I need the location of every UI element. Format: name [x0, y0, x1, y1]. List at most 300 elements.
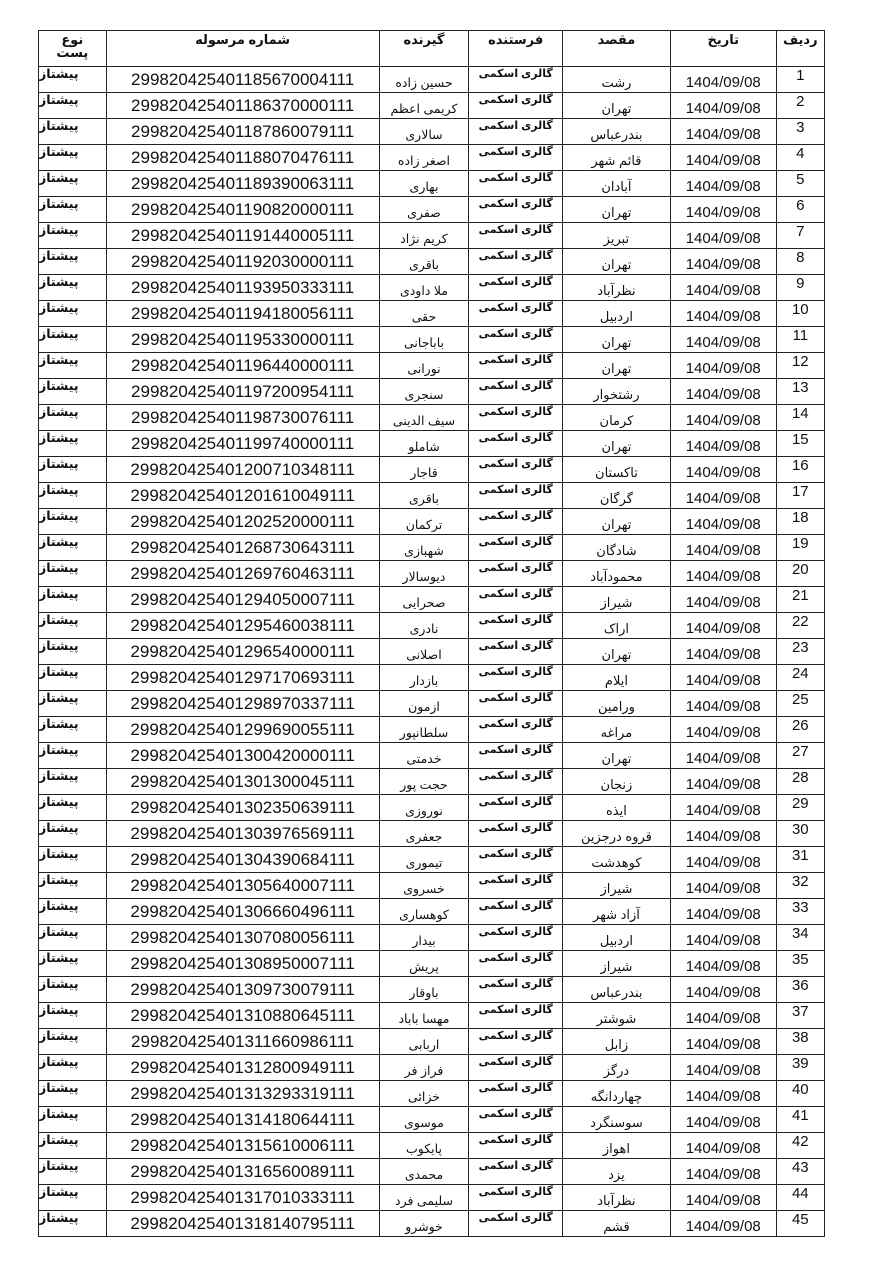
recipient-cell: نادری: [379, 613, 469, 639]
tracking-number-cell: 299820425401305640007111: [106, 873, 379, 899]
tracking-number-cell: 299820425401296540000111: [106, 639, 379, 665]
post-type-cell: پیشتاز: [39, 743, 107, 769]
row-number-cell: 32: [776, 873, 824, 899]
table-row: [39, 769, 825, 795]
sender-cell: گالری اسکمی: [469, 925, 563, 951]
table-row: [39, 899, 825, 925]
tracking-number-cell: 299820425401314180644111: [106, 1107, 379, 1133]
post-type-cell: پیشتاز: [39, 847, 107, 873]
header-recipient: گیرنده: [379, 31, 469, 67]
row-number-cell: 44: [776, 1185, 824, 1211]
post-type-cell: پیشتاز: [39, 509, 107, 535]
recipient-cell: فراز فر: [379, 1055, 469, 1081]
sender-cell: گالری اسکمی: [469, 119, 563, 145]
row-number-cell: 40: [776, 1081, 824, 1107]
recipient-cell: صحرایی: [379, 587, 469, 613]
recipient-cell: تیموری: [379, 847, 469, 873]
table-row: [39, 1003, 825, 1029]
recipient-cell: سلیمی فرد: [379, 1185, 469, 1211]
table-row: [39, 1133, 825, 1159]
sender-cell: گالری اسکمی: [469, 821, 563, 847]
sender-cell: گالری اسکمی: [469, 327, 563, 353]
destination-cell: رشت: [563, 67, 671, 93]
row-number-cell: 29: [776, 795, 824, 821]
recipient-cell: دیوسالار: [379, 561, 469, 587]
row-number-cell: 38: [776, 1029, 824, 1055]
sender-cell: گالری اسکمی: [469, 691, 563, 717]
destination-cell: تهران: [563, 431, 671, 457]
sender-cell: گالری اسکمی: [469, 1003, 563, 1029]
destination-cell: سوسنگرد: [563, 1107, 671, 1133]
table-row: [39, 249, 825, 275]
tracking-number-cell: 299820425401268730643111: [106, 535, 379, 561]
post-type-cell: پیشتاز: [39, 431, 107, 457]
row-number-cell: 23: [776, 639, 824, 665]
destination-cell: نظرآباد: [563, 275, 671, 301]
row-number-cell: 31: [776, 847, 824, 873]
destination-cell: بندرعباس: [563, 119, 671, 145]
tracking-number-cell: 299820425401316560089111: [106, 1159, 379, 1185]
row-number-cell: 45: [776, 1211, 824, 1237]
destination-cell: نظرآباد: [563, 1185, 671, 1211]
table-row: [39, 197, 825, 223]
row-number-cell: 20: [776, 561, 824, 587]
destination-cell: یزد: [563, 1159, 671, 1185]
tracking-number-cell: 299820425401311660986111: [106, 1029, 379, 1055]
sender-cell: گالری اسکمی: [469, 743, 563, 769]
row-number-cell: 19: [776, 535, 824, 561]
date-cell: 1404/09/08: [670, 1081, 776, 1107]
post-type-cell: پیشتاز: [39, 769, 107, 795]
table-row: [39, 951, 825, 977]
table-row: [39, 223, 825, 249]
table-row: [39, 795, 825, 821]
destination-cell: اردبیل: [563, 925, 671, 951]
date-cell: 1404/09/08: [670, 795, 776, 821]
table-row: [39, 977, 825, 1003]
post-type-cell: پیشتاز: [39, 275, 107, 301]
tracking-number-cell: 299820425401198730076111: [106, 405, 379, 431]
tracking-number-cell: 299820425401310880645111: [106, 1003, 379, 1029]
header-post-type-line2: پست: [56, 45, 89, 60]
date-cell: 1404/09/08: [670, 1159, 776, 1185]
recipient-cell: اصلانی: [379, 639, 469, 665]
sender-cell: گالری اسکمی: [469, 249, 563, 275]
destination-cell: تهران: [563, 327, 671, 353]
header-post-type-line1: نوع: [61, 32, 84, 47]
recipient-cell: نورانی: [379, 353, 469, 379]
tracking-number-cell: 299820425401197200954111: [106, 379, 379, 405]
row-number-cell: 5: [776, 171, 824, 197]
destination-cell: چهاردانگه: [563, 1081, 671, 1107]
sender-cell: گالری اسکمی: [469, 1211, 563, 1237]
sender-cell: گالری اسکمی: [469, 223, 563, 249]
date-cell: 1404/09/08: [670, 431, 776, 457]
post-type-cell: پیشتاز: [39, 691, 107, 717]
row-number-cell: 43: [776, 1159, 824, 1185]
post-type-cell: پیشتاز: [39, 717, 107, 743]
post-type-cell: پیشتاز: [39, 561, 107, 587]
recipient-cell: خزائی: [379, 1081, 469, 1107]
sender-cell: گالری اسکمی: [469, 535, 563, 561]
row-number-cell: 26: [776, 717, 824, 743]
post-type-cell: پیشتاز: [39, 93, 107, 119]
destination-cell: تهران: [563, 249, 671, 275]
row-number-cell: 36: [776, 977, 824, 1003]
sender-cell: گالری اسکمی: [469, 301, 563, 327]
tracking-number-cell: 299820425401196440000111: [106, 353, 379, 379]
tracking-number-cell: 299820425401191440005111: [106, 223, 379, 249]
date-cell: 1404/09/08: [670, 249, 776, 275]
sender-cell: گالری اسکمی: [469, 379, 563, 405]
destination-cell: قائم شهر: [563, 145, 671, 171]
date-cell: 1404/09/08: [670, 691, 776, 717]
sender-cell: گالری اسکمی: [469, 977, 563, 1003]
header-row: [39, 31, 825, 67]
tracking-number-cell: 299820425401201610049111: [106, 483, 379, 509]
post-type-cell: پیشتاز: [39, 821, 107, 847]
date-cell: 1404/09/08: [670, 951, 776, 977]
sender-cell: گالری اسکمی: [469, 561, 563, 587]
table-row: [39, 587, 825, 613]
destination-cell: شیراز: [563, 951, 671, 977]
table-row: [39, 171, 825, 197]
post-type-cell: پیشتاز: [39, 873, 107, 899]
sender-cell: گالری اسکمی: [469, 769, 563, 795]
date-cell: 1404/09/08: [670, 145, 776, 171]
sender-cell: گالری اسکمی: [469, 67, 563, 93]
post-type-cell: پیشتاز: [39, 379, 107, 405]
table-row: [39, 1159, 825, 1185]
date-cell: 1404/09/08: [670, 613, 776, 639]
table-row: [39, 67, 825, 93]
row-number-cell: 24: [776, 665, 824, 691]
sender-cell: گالری اسکمی: [469, 457, 563, 483]
sender-cell: گالری اسکمی: [469, 1133, 563, 1159]
table-header: [39, 31, 825, 67]
destination-cell: اهواز: [563, 1133, 671, 1159]
row-number-cell: 41: [776, 1107, 824, 1133]
recipient-cell: حجت پور: [379, 769, 469, 795]
date-cell: 1404/09/08: [670, 561, 776, 587]
post-type-cell: پیشتاز: [39, 197, 107, 223]
sender-cell: گالری اسکمی: [469, 899, 563, 925]
tracking-number-cell: 299820425401300420000111: [106, 743, 379, 769]
post-type-cell: پیشتاز: [39, 1185, 107, 1211]
row-number-cell: 17: [776, 483, 824, 509]
date-cell: 1404/09/08: [670, 1185, 776, 1211]
destination-cell: اراک: [563, 613, 671, 639]
post-type-cell: پیشتاز: [39, 353, 107, 379]
recipient-cell: کوهساری: [379, 899, 469, 925]
shipments-table: [38, 30, 825, 1237]
tracking-number-cell: 299820425401187860079111: [106, 119, 379, 145]
post-type-cell: پیشتاز: [39, 613, 107, 639]
sender-cell: گالری اسکمی: [469, 1081, 563, 1107]
date-cell: 1404/09/08: [670, 301, 776, 327]
tracking-number-cell: 299820425401199740000111: [106, 431, 379, 457]
recipient-cell: جعفری: [379, 821, 469, 847]
destination-cell: تاکستان: [563, 457, 671, 483]
recipient-cell: موسوی: [379, 1107, 469, 1133]
header-tracking-number: شماره مرسوله: [106, 31, 379, 67]
sender-cell: گالری اسکمی: [469, 587, 563, 613]
post-type-cell: پیشتاز: [39, 405, 107, 431]
destination-cell: کرمان: [563, 405, 671, 431]
recipient-cell: کریمی اعظم: [379, 93, 469, 119]
destination-cell: محمودآباد: [563, 561, 671, 587]
date-cell: 1404/09/08: [670, 587, 776, 613]
table-row: [39, 1211, 825, 1237]
row-number-cell: 22: [776, 613, 824, 639]
post-type-cell: پیشتاز: [39, 249, 107, 275]
destination-cell: تهران: [563, 639, 671, 665]
date-cell: 1404/09/08: [670, 457, 776, 483]
tracking-number-cell: 299820425401306660496111: [106, 899, 379, 925]
post-type-cell: پیشتاز: [39, 977, 107, 1003]
table-row: [39, 873, 825, 899]
row-number-cell: 39: [776, 1055, 824, 1081]
sender-cell: گالری اسکمی: [469, 1107, 563, 1133]
date-cell: 1404/09/08: [670, 1107, 776, 1133]
tracking-number-cell: 299820425401299690055111: [106, 717, 379, 743]
date-cell: 1404/09/08: [670, 353, 776, 379]
recipient-cell: خوشرو: [379, 1211, 469, 1237]
recipient-cell: ملا داودی: [379, 275, 469, 301]
post-type-cell: پیشتاز: [39, 951, 107, 977]
tracking-number-cell: 299820425401297170693111: [106, 665, 379, 691]
date-cell: 1404/09/08: [670, 977, 776, 1003]
date-cell: 1404/09/08: [670, 899, 776, 925]
post-type-cell: پیشتاز: [39, 1107, 107, 1133]
post-type-cell: پیشتاز: [39, 1003, 107, 1029]
tracking-number-cell: 299820425401200710348111: [106, 457, 379, 483]
tracking-number-cell: 299820425401194180056111: [106, 301, 379, 327]
post-type-cell: پیشتاز: [39, 223, 107, 249]
destination-cell: گرگان: [563, 483, 671, 509]
post-type-cell: پیشتاز: [39, 795, 107, 821]
shipment-list-document: [38, 30, 825, 1237]
table-row: [39, 743, 825, 769]
date-cell: 1404/09/08: [670, 67, 776, 93]
sender-cell: گالری اسکمی: [469, 639, 563, 665]
table-row: [39, 327, 825, 353]
post-type-cell: پیشتاز: [39, 1055, 107, 1081]
recipient-cell: صفری: [379, 197, 469, 223]
recipient-cell: ترکمان: [379, 509, 469, 535]
tracking-number-cell: 299820425401188070476111: [106, 145, 379, 171]
row-number-cell: 8: [776, 249, 824, 275]
date-cell: 1404/09/08: [670, 223, 776, 249]
row-number-cell: 15: [776, 431, 824, 457]
post-type-cell: پیشتاز: [39, 899, 107, 925]
date-cell: 1404/09/08: [670, 1029, 776, 1055]
post-type-cell: پیشتاز: [39, 587, 107, 613]
destination-cell: زابل: [563, 1029, 671, 1055]
table-row: [39, 561, 825, 587]
sender-cell: گالری اسکمی: [469, 93, 563, 119]
table-row: [39, 457, 825, 483]
post-type-cell: پیشتاز: [39, 1029, 107, 1055]
table-row: [39, 821, 825, 847]
sender-cell: گالری اسکمی: [469, 353, 563, 379]
recipient-cell: شاملو: [379, 431, 469, 457]
date-cell: 1404/09/08: [670, 197, 776, 223]
sender-cell: گالری اسکمی: [469, 405, 563, 431]
destination-cell: شیراز: [563, 587, 671, 613]
date-cell: 1404/09/08: [670, 743, 776, 769]
post-type-cell: پیشتاز: [39, 1081, 107, 1107]
row-number-cell: 12: [776, 353, 824, 379]
date-cell: 1404/09/08: [670, 119, 776, 145]
tracking-number-cell: 299820425401193950333111: [106, 275, 379, 301]
recipient-cell: بیدار: [379, 925, 469, 951]
destination-cell: آبادان: [563, 171, 671, 197]
date-cell: 1404/09/08: [670, 925, 776, 951]
date-cell: 1404/09/08: [670, 93, 776, 119]
recipient-cell: باقری: [379, 483, 469, 509]
sender-cell: گالری اسکمی: [469, 1029, 563, 1055]
destination-cell: شادگان: [563, 535, 671, 561]
recipient-cell: سلطانپور: [379, 717, 469, 743]
date-cell: 1404/09/08: [670, 847, 776, 873]
row-number-cell: 34: [776, 925, 824, 951]
table-row: [39, 1185, 825, 1211]
row-number-cell: 3: [776, 119, 824, 145]
date-cell: 1404/09/08: [670, 769, 776, 795]
header-post-type: [39, 31, 107, 67]
destination-cell: مراغه: [563, 717, 671, 743]
table-row: [39, 925, 825, 951]
destination-cell: اردبیل: [563, 301, 671, 327]
tracking-number-cell: 299820425401301300045111: [106, 769, 379, 795]
destination-cell: تهران: [563, 353, 671, 379]
table-row: [39, 301, 825, 327]
post-type-cell: پیشتاز: [39, 535, 107, 561]
recipient-cell: کریم نژاد: [379, 223, 469, 249]
post-type-cell: پیشتاز: [39, 925, 107, 951]
row-number-cell: 6: [776, 197, 824, 223]
tracking-number-cell: 299820425401202520000111: [106, 509, 379, 535]
sender-cell: گالری اسکمی: [469, 847, 563, 873]
recipient-cell: نوروزی: [379, 795, 469, 821]
tracking-number-cell: 299820425401302350639111: [106, 795, 379, 821]
tracking-number-cell: 299820425401192030000111: [106, 249, 379, 275]
destination-cell: تهران: [563, 743, 671, 769]
table-row: [39, 509, 825, 535]
table-body: [39, 67, 825, 1237]
recipient-cell: بازدار: [379, 665, 469, 691]
post-type-cell: پیشتاز: [39, 1133, 107, 1159]
row-number-cell: 30: [776, 821, 824, 847]
table-row: [39, 379, 825, 405]
sender-cell: گالری اسکمی: [469, 613, 563, 639]
table-row: [39, 691, 825, 717]
date-cell: 1404/09/08: [670, 639, 776, 665]
row-number-cell: 4: [776, 145, 824, 171]
tracking-number-cell: 299820425401308950007111: [106, 951, 379, 977]
post-type-cell: پیشتاز: [39, 301, 107, 327]
date-cell: 1404/09/08: [670, 379, 776, 405]
destination-cell: رشتخوار: [563, 379, 671, 405]
destination-cell: ایذه: [563, 795, 671, 821]
post-type-cell: پیشتاز: [39, 665, 107, 691]
tracking-number-cell: 299820425401318140795111: [106, 1211, 379, 1237]
date-cell: 1404/09/08: [670, 1133, 776, 1159]
recipient-cell: خدمتی: [379, 743, 469, 769]
table-row: [39, 1029, 825, 1055]
recipient-cell: اربابی: [379, 1029, 469, 1055]
destination-cell: ورامین: [563, 691, 671, 717]
date-cell: 1404/09/08: [670, 509, 776, 535]
row-number-cell: 33: [776, 899, 824, 925]
date-cell: 1404/09/08: [670, 717, 776, 743]
recipient-cell: سنجری: [379, 379, 469, 405]
table-row: [39, 665, 825, 691]
recipient-cell: بهاری: [379, 171, 469, 197]
recipient-cell: باباجانی: [379, 327, 469, 353]
sender-cell: گالری اسکمی: [469, 1185, 563, 1211]
recipient-cell: ازمون: [379, 691, 469, 717]
table-row: [39, 717, 825, 743]
recipient-cell: حقی: [379, 301, 469, 327]
tracking-number-cell: 299820425401315610006111: [106, 1133, 379, 1159]
recipient-cell: خسروی: [379, 873, 469, 899]
table-row: [39, 613, 825, 639]
tracking-number-cell: 299820425401185670004111: [106, 67, 379, 93]
post-type-cell: پیشتاز: [39, 145, 107, 171]
date-cell: 1404/09/08: [670, 171, 776, 197]
recipient-cell: قاجار: [379, 457, 469, 483]
recipient-cell: پریش: [379, 951, 469, 977]
date-cell: 1404/09/08: [670, 821, 776, 847]
destination-cell: شوشتر: [563, 1003, 671, 1029]
date-cell: 1404/09/08: [670, 873, 776, 899]
sender-cell: گالری اسکمی: [469, 795, 563, 821]
date-cell: 1404/09/08: [670, 1055, 776, 1081]
destination-cell: قروه درجزین: [563, 821, 671, 847]
table-row: [39, 1107, 825, 1133]
date-cell: 1404/09/08: [670, 483, 776, 509]
header-destination: مقصد: [563, 31, 671, 67]
tracking-number-cell: 299820425401195330000111: [106, 327, 379, 353]
sender-cell: گالری اسکمی: [469, 873, 563, 899]
destination-cell: تهران: [563, 509, 671, 535]
tracking-number-cell: 299820425401317010333111: [106, 1185, 379, 1211]
destination-cell: درگز: [563, 1055, 671, 1081]
recipient-cell: سیف الدینی: [379, 405, 469, 431]
sender-cell: گالری اسکمی: [469, 1159, 563, 1185]
post-type-cell: پیشتاز: [39, 171, 107, 197]
date-cell: 1404/09/08: [670, 327, 776, 353]
destination-cell: شیراز: [563, 873, 671, 899]
row-number-cell: 21: [776, 587, 824, 613]
date-cell: 1404/09/08: [670, 275, 776, 301]
sender-cell: گالری اسکمی: [469, 171, 563, 197]
row-number-cell: 13: [776, 379, 824, 405]
tracking-number-cell: 299820425401309730079111: [106, 977, 379, 1003]
row-number-cell: 25: [776, 691, 824, 717]
tracking-number-cell: 299820425401294050007111: [106, 587, 379, 613]
recipient-cell: شهبازی: [379, 535, 469, 561]
header-row-number: ردیف: [776, 31, 824, 67]
destination-cell: قشم: [563, 1211, 671, 1237]
date-cell: 1404/09/08: [670, 405, 776, 431]
date-cell: 1404/09/08: [670, 665, 776, 691]
table-row: [39, 1055, 825, 1081]
tracking-number-cell: 299820425401298970337111: [106, 691, 379, 717]
table-row: [39, 483, 825, 509]
